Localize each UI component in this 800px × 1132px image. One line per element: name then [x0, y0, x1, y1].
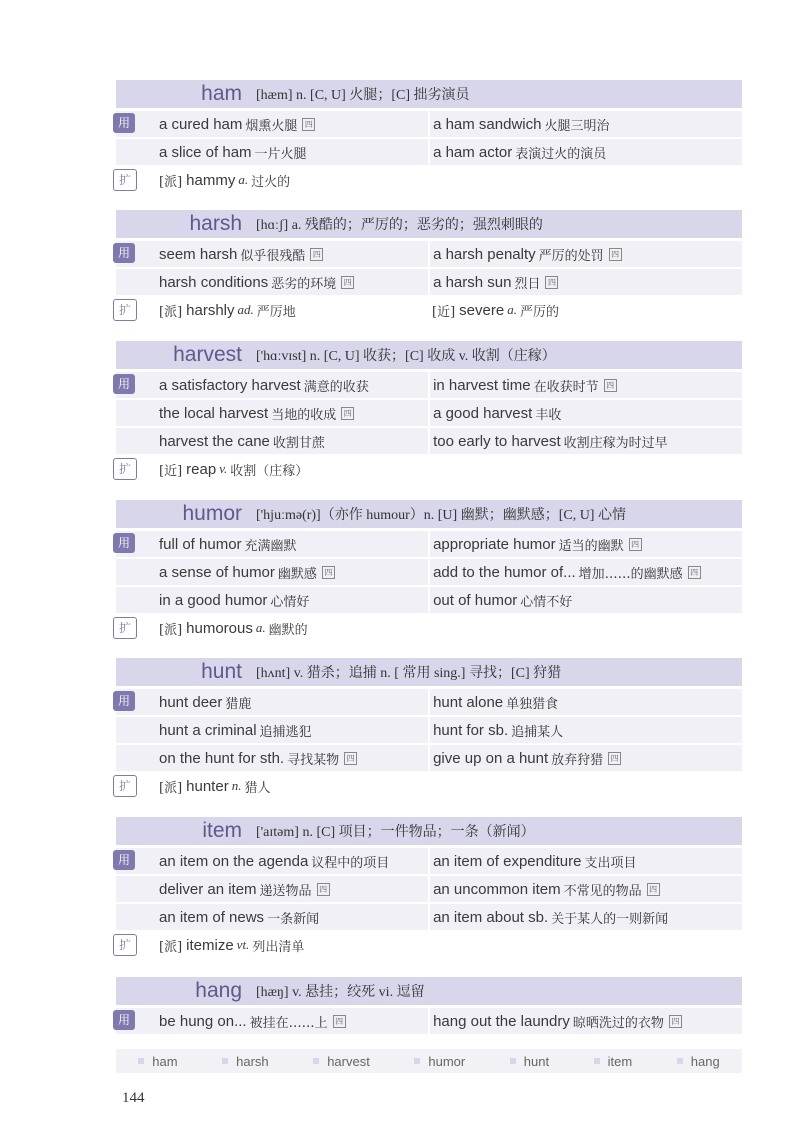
headword: ham — [201, 82, 242, 105]
phrase-chinese: 支出项目 — [584, 855, 637, 871]
phrase-english: a sense of humor — [159, 563, 275, 581]
phrase-english: be hung on... — [159, 1012, 247, 1030]
footer-word[interactable]: humor — [414, 1054, 465, 1069]
phrase-chinese: 追捕某人 — [511, 724, 564, 740]
exam-level-badge: 四 — [341, 407, 354, 420]
usage-row — [116, 903, 742, 931]
phrase-chinese: 单独猎食 — [506, 696, 559, 712]
phrase-english: an uncommon item — [433, 880, 561, 898]
phrase-chinese: 似乎很残酷 — [240, 248, 306, 264]
part-of-speech: vt. — [236, 937, 250, 952]
phrase-english: hunt for sb. — [433, 721, 509, 739]
phrase-english: out of humor — [433, 591, 518, 609]
usage-cell — [430, 241, 742, 267]
usage-cell — [430, 559, 742, 585]
phrase-english: full of humor — [159, 535, 242, 553]
phrase-english: a satisfactory harvest — [159, 376, 301, 394]
phrase-chinese: 增加……的幽默感 — [578, 566, 683, 582]
definition: ['hjuːmə(r)]（亦作 humour）n. [U] 幽默；幽默感；[C, U] 心情 — [256, 508, 626, 523]
phrase-chinese: 丰收 — [535, 407, 562, 423]
usage-row — [116, 716, 742, 744]
exam-level-badge: 四 — [608, 752, 621, 765]
usage-cell — [116, 1008, 428, 1034]
part-of-speech: n. — [231, 778, 242, 793]
phrase-chinese: 寻找某物 — [287, 752, 340, 768]
usage-cell — [116, 372, 428, 398]
phrase-english: deliver an item — [159, 880, 257, 898]
usage-rows — [116, 371, 742, 455]
entry-humor — [116, 500, 742, 642]
entry-hunt — [116, 658, 742, 800]
usage-row — [116, 427, 742, 455]
part-of-speech: a. — [507, 302, 517, 317]
exam-level-badge: 四 — [310, 248, 323, 261]
extension-row — [116, 166, 742, 194]
usage-cell — [430, 745, 742, 771]
exam-level-badge: 四 — [344, 752, 357, 765]
usage-marker: 用 — [113, 533, 135, 553]
phrase-chinese: 充满幽默 — [244, 538, 297, 554]
extension-item — [116, 932, 429, 958]
definition: ['hɑːvɪst] n. [C, U] 收获；[C] 收成 v. 收割（庄稼） — [256, 349, 556, 364]
phrase-chinese: 火腿三明治 — [544, 118, 610, 134]
phrase-english: add to the humor of... — [433, 563, 576, 581]
definition: [hɑːʃ] a. 残酷的；严厉的；恶劣的；强烈刺眼的 — [256, 218, 543, 233]
extension-items — [116, 614, 742, 642]
phrase-english: too early to harvest — [433, 432, 561, 450]
headword: harsh — [189, 212, 242, 235]
usage-cell — [430, 904, 742, 930]
usage-cell — [116, 689, 428, 715]
extension-tag: [派] — [159, 939, 183, 955]
phrase-chinese: 晾晒洗过的衣物 — [572, 1015, 664, 1031]
phrase-english: hunt alone — [433, 693, 504, 711]
usage-cell — [430, 689, 742, 715]
usage-marker: 用 — [113, 113, 135, 133]
usage-row — [116, 110, 742, 138]
usage-cell — [430, 587, 742, 613]
entry-ham — [116, 80, 742, 194]
usage-row — [116, 744, 742, 772]
usage-row — [116, 875, 742, 903]
entry-header — [116, 500, 742, 528]
usage-cell — [116, 269, 428, 295]
usage-cell — [116, 587, 428, 613]
extension-tag: [派] — [159, 174, 183, 190]
exam-level-badge: 四 — [317, 883, 330, 896]
extension-word: harshly — [186, 301, 235, 319]
usage-cell — [116, 428, 428, 454]
phrase-english: a cured ham — [159, 115, 243, 133]
extension-tag: [派] — [159, 304, 183, 320]
usage-cell — [430, 1008, 742, 1034]
extension-items — [116, 931, 742, 959]
phrase-english: an item on the agenda — [159, 852, 309, 870]
extension-row — [116, 931, 742, 959]
usage-cell — [430, 269, 742, 295]
usage-rows — [116, 240, 742, 296]
usage-rows — [116, 110, 742, 166]
part-of-speech: a. — [238, 172, 249, 187]
usage-row — [116, 558, 742, 586]
phrase-chinese: 追捕逃犯 — [259, 724, 312, 740]
usage-cell — [430, 428, 742, 454]
entry-header — [116, 817, 742, 845]
extension-chinese: 猎人 — [244, 780, 271, 796]
entry-header — [116, 210, 742, 238]
entry-item — [116, 817, 742, 959]
extension-tag: [派] — [159, 622, 183, 638]
usage-rows — [116, 1007, 742, 1035]
usage-row — [116, 138, 742, 166]
extension-chinese: 严厉地 — [256, 304, 296, 320]
usage-cell — [116, 848, 428, 874]
phrase-english: a ham actor — [433, 143, 513, 161]
page-number: 144 — [122, 1090, 145, 1106]
extension-item — [116, 456, 429, 482]
usage-cell — [430, 372, 742, 398]
headword: hunt — [201, 660, 242, 683]
usage-cell — [430, 400, 742, 426]
extension-item — [116, 167, 429, 193]
usage-rows — [116, 847, 742, 931]
exam-level-badge: 四 — [629, 538, 642, 551]
extension-items — [116, 772, 742, 800]
usage-cell — [116, 531, 428, 557]
phrase-chinese: 当地的收成 — [271, 407, 337, 423]
phrase-english: give up on a hunt — [433, 749, 549, 767]
extension-item — [116, 297, 429, 323]
definition: [hæm] n. [C, U] 火腿；[C] 拙劣演员 — [256, 88, 470, 103]
entry-header — [116, 341, 742, 369]
usage-cell — [116, 876, 428, 902]
exam-level-badge: 四 — [688, 566, 701, 579]
phrase-chinese: 议程中的项目 — [311, 855, 390, 871]
phrase-english: hang out the laundry — [433, 1012, 570, 1030]
usage-marker: 用 — [113, 1010, 135, 1030]
extension-item — [116, 615, 429, 641]
usage-cell — [116, 717, 428, 743]
extension-chinese: 严厉的 — [519, 304, 559, 320]
extension-row — [116, 296, 742, 324]
footer-word[interactable]: harvest — [313, 1054, 370, 1069]
phrase-chinese: 收割庄稼为时过早 — [563, 435, 668, 451]
footer-word[interactable]: hunt — [510, 1054, 549, 1069]
extension-row — [116, 614, 742, 642]
phrase-chinese: 不常见的物品 — [563, 883, 642, 899]
exam-level-badge: 四 — [647, 883, 660, 896]
extension-marker: 扩 — [113, 775, 137, 797]
definition: [hʌnt] v. 猎杀；追捕 n. [ 常用 sing.] 寻找；[C] 狩猎 — [256, 666, 562, 681]
footer-word[interactable]: harsh — [222, 1054, 269, 1069]
exam-level-badge: 四 — [604, 379, 617, 392]
phrase-english: an item of news — [159, 908, 265, 926]
extension-tag: [近] — [432, 304, 456, 320]
footer-word[interactable]: hang — [677, 1054, 720, 1069]
exam-level-badge: 四 — [302, 118, 315, 131]
usage-cell — [430, 717, 742, 743]
extension-marker: 扩 — [113, 934, 137, 956]
usage-row — [116, 530, 742, 558]
extension-tag: [近] — [159, 463, 183, 479]
phrase-english: harsh conditions — [159, 273, 269, 291]
phrase-english: on the hunt for sth. — [159, 749, 285, 767]
phrase-chinese: 满意的收获 — [303, 379, 369, 395]
usage-marker: 用 — [113, 243, 135, 263]
phrase-chinese: 关于某人的一则新闻 — [551, 911, 669, 927]
extension-items — [116, 296, 742, 324]
phrase-chinese: 在收获时节 — [533, 379, 599, 395]
extension-item — [429, 297, 742, 323]
phrase-english: appropriate humor — [433, 535, 556, 553]
usage-row — [116, 847, 742, 875]
headword: hang — [195, 979, 242, 1002]
phrase-english: in harvest time — [433, 376, 531, 394]
definition: [hæŋ] v. 悬挂；绞死 vi. 逗留 — [256, 985, 425, 1000]
exam-level-badge: 四 — [669, 1015, 682, 1028]
exam-level-badge: 四 — [545, 276, 558, 289]
phrase-english: an item of expenditure — [433, 852, 582, 870]
phrase-english: a harsh penalty — [433, 245, 536, 263]
exam-level-badge: 四 — [341, 276, 354, 289]
phrase-english: seem harsh — [159, 245, 238, 263]
entry-harsh — [116, 210, 742, 324]
phrase-chinese: 一条新闻 — [267, 911, 320, 927]
usage-row — [116, 688, 742, 716]
extension-row — [116, 772, 742, 800]
extension-marker: 扩 — [113, 617, 137, 639]
extension-items — [116, 455, 742, 483]
usage-cell — [430, 876, 742, 902]
phrase-chinese: 被挂在……上 — [249, 1015, 328, 1031]
usage-cell — [116, 559, 428, 585]
usage-row — [116, 240, 742, 268]
usage-row — [116, 371, 742, 399]
headword: item — [202, 819, 242, 842]
phrase-english: harvest the cane — [159, 432, 270, 450]
usage-cell — [430, 531, 742, 557]
headword: harvest — [173, 343, 242, 366]
exam-level-badge: 四 — [333, 1015, 346, 1028]
usage-row — [116, 399, 742, 427]
extension-word: hammy — [186, 171, 236, 189]
extension-marker: 扩 — [113, 169, 137, 191]
phrase-chinese: 幽默感 — [277, 566, 317, 582]
phrase-chinese: 猎鹿 — [225, 696, 252, 712]
extension-word: severe — [459, 301, 505, 319]
phrase-chinese: 表演过火的演员 — [515, 146, 607, 162]
part-of-speech: v. — [219, 461, 228, 476]
phrase-english: hunt a criminal — [159, 721, 257, 739]
footer-word[interactable]: item — [594, 1054, 633, 1069]
usage-marker: 用 — [113, 374, 135, 394]
phrase-chinese: 心情好 — [270, 594, 310, 610]
entry-header — [116, 658, 742, 686]
phrase-chinese: 适当的幽默 — [558, 538, 624, 554]
entry-hang — [116, 977, 742, 1035]
usage-cell — [430, 848, 742, 874]
usage-cell — [116, 111, 428, 137]
entry-header — [116, 80, 742, 108]
entry-harvest — [116, 341, 742, 483]
phrase-chinese: 烈日 — [514, 276, 541, 292]
usage-row — [116, 268, 742, 296]
usage-rows — [116, 688, 742, 772]
phrase-chinese: 烟熏火腿 — [245, 118, 298, 134]
footer-word[interactable]: ham — [138, 1054, 177, 1069]
usage-cell — [116, 904, 428, 930]
exam-level-badge: 四 — [322, 566, 335, 579]
phrase-english: the local harvest — [159, 404, 269, 422]
usage-cell — [430, 111, 742, 137]
usage-cell — [116, 400, 428, 426]
usage-cell — [116, 745, 428, 771]
usage-rows — [116, 530, 742, 614]
usage-cell — [430, 139, 742, 165]
usage-row — [116, 586, 742, 614]
extension-item — [116, 773, 429, 799]
extension-items — [116, 166, 742, 194]
extension-tag: [派] — [159, 780, 183, 796]
footer-word-index — [116, 1049, 742, 1073]
phrase-english: a ham sandwich — [433, 115, 542, 133]
extension-word: humorous — [186, 619, 253, 637]
phrase-chinese: 严厉的处罚 — [538, 248, 604, 264]
phrase-english: an item about sb. — [433, 908, 549, 926]
definition: ['aɪtəm] n. [C] 项目；一件物品；一条（新闻） — [256, 825, 535, 840]
extension-chinese: 幽默的 — [268, 622, 308, 638]
phrase-chinese: 递送物品 — [259, 883, 312, 899]
exam-level-badge: 四 — [609, 248, 622, 261]
phrase-chinese: 收割甘蔗 — [272, 435, 325, 451]
phrase-english: in a good humor — [159, 591, 268, 609]
part-of-speech: ad. — [237, 302, 254, 317]
headword: humor — [182, 502, 242, 525]
phrase-english: a harsh sun — [433, 273, 512, 291]
extension-row — [116, 455, 742, 483]
extension-marker: 扩 — [113, 299, 137, 321]
extension-chinese: 过火的 — [251, 174, 291, 190]
entry-header — [116, 977, 742, 1005]
usage-row — [116, 1007, 742, 1035]
phrase-chinese: 一片火腿 — [254, 146, 307, 162]
phrase-english: a slice of ham — [159, 143, 252, 161]
extension-chinese: 收割（庄稼） — [230, 463, 309, 479]
phrase-english: hunt deer — [159, 693, 223, 711]
usage-marker: 用 — [113, 850, 135, 870]
phrase-chinese: 放弃狩猎 — [551, 752, 604, 768]
extension-word: reap — [186, 460, 217, 478]
phrase-chinese: 恶劣的环境 — [271, 276, 337, 292]
phrase-english: a good harvest — [433, 404, 533, 422]
usage-marker: 用 — [113, 691, 135, 711]
part-of-speech: a. — [255, 620, 266, 635]
phrase-chinese: 心情不好 — [520, 594, 573, 610]
usage-cell — [116, 241, 428, 267]
extension-word: hunter — [186, 777, 229, 795]
extension-chinese: 列出清单 — [252, 939, 305, 955]
extension-word: itemize — [186, 936, 234, 954]
usage-cell — [116, 139, 428, 165]
extension-marker: 扩 — [113, 458, 137, 480]
